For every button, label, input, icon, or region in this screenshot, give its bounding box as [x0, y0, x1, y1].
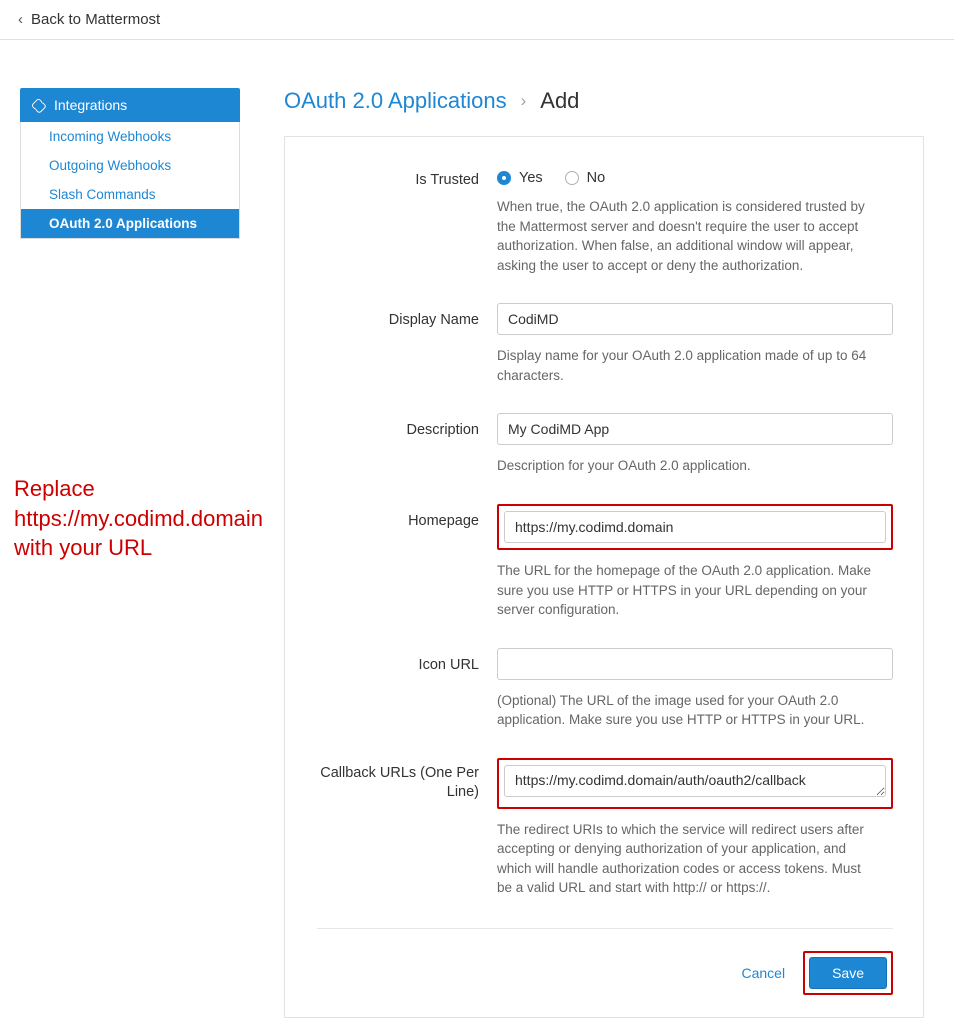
- field-row-description: [285, 413, 893, 500]
- is-trusted-no-label: No: [586, 170, 606, 186]
- oauth-app-form-card: [284, 136, 924, 1018]
- sidebar-item-outgoing-webhooks[interactable]: [21, 151, 239, 180]
- annotation-text: Replace https://my.codimd.domain with your URL: [14, 476, 264, 561]
- save-highlight-box: [803, 951, 893, 995]
- callback-urls-highlight-box: [497, 758, 893, 809]
- description-help-text: Description for your OAuth 2.0 application.: [497, 458, 751, 474]
- description-label: Description: [406, 422, 479, 439]
- homepage-input[interactable]: [504, 511, 886, 543]
- is-trusted-label: Is Trusted: [415, 172, 479, 188]
- save-button[interactable]: Save: [809, 957, 887, 989]
- sidebar-item-incoming-webhooks[interactable]: [21, 122, 239, 151]
- is-trusted-yes-label: Yes: [519, 170, 543, 186]
- is-trusted-radio-group: [497, 163, 893, 186]
- breadcrumb-parent-link[interactable]: OAuth 2.0 Applications: [284, 88, 507, 113]
- sidebar-item-label: Incoming Webhooks: [49, 129, 172, 144]
- back-to-mattermost-link[interactable]: [18, 11, 160, 28]
- link-icon: [29, 96, 47, 114]
- is-trusted-no-radio[interactable]: [565, 170, 606, 186]
- icon-url-label: Icon URL: [418, 656, 479, 673]
- radio-selected-icon: [497, 171, 511, 185]
- field-row-homepage: [285, 504, 893, 644]
- display-name-label: Display Name: [388, 312, 479, 329]
- display-name-help-text: Display name for your OAuth 2.0 application made of up to 64 characters.: [497, 348, 867, 383]
- breadcrumb: [284, 88, 924, 114]
- top-bar: [0, 0, 954, 40]
- callback-urls-label: Callback URLs (One Per Line): [320, 764, 479, 801]
- icon-url-help-text: (Optional) The URL of the image used for your OAuth 2.0 application. Make sure you use HTTP or HTTPS in your URL.: [497, 692, 865, 728]
- page-title: Add: [540, 88, 580, 113]
- sidebar-header: [20, 88, 240, 122]
- is-trusted-help-text: When true, the OAuth 2.0 application is considered trusted by the Mattermost server and doesn't require the user to accept authorization. When false, an additional window will appear, asking the user to accept or deny the authorization.: [497, 199, 865, 273]
- chevron-right-icon: ›: [520, 91, 527, 110]
- sidebar-item-label: Slash Commands: [49, 187, 156, 202]
- sidebar-item-label: OAuth 2.0 Applications: [49, 216, 198, 231]
- description-input[interactable]: [497, 413, 893, 445]
- field-row-display-name: [285, 303, 893, 409]
- sidebar-list: [20, 122, 240, 239]
- sidebar-item-slash-commands[interactable]: [21, 180, 239, 209]
- icon-url-input[interactable]: [497, 648, 893, 680]
- main-content: [240, 88, 954, 1018]
- sidebar-item-label: Outgoing Webhooks: [49, 158, 172, 173]
- is-trusted-yes-radio[interactable]: [497, 170, 543, 186]
- radio-unselected-icon: [565, 171, 579, 185]
- homepage-highlight-box: [497, 504, 893, 550]
- callback-urls-help-text: The redirect URIs to which the service will redirect users after accepting or denying authorization of your application, and which will handle authorization codes or access tokens. Must be a valid URL and start with http:// or https://.: [497, 821, 864, 896]
- callback-urls-textarea[interactable]: [504, 765, 886, 797]
- homepage-help-text: The URL for the homepage of the OAuth 2.0 application. Make sure you use HTTP or HTTPS in your URL depending on your server configuration.: [497, 562, 871, 618]
- field-row-callback-urls: [285, 758, 893, 922]
- back-link-label: Back to Mattermost: [31, 11, 161, 28]
- form-actions: [285, 929, 893, 995]
- sidebar-header-label: Integrations: [54, 97, 128, 113]
- cancel-button[interactable]: Cancel: [731, 959, 795, 987]
- chevron-left-icon: ‹: [18, 11, 23, 28]
- homepage-label: Homepage: [408, 512, 479, 529]
- sidebar-item-oauth-applications[interactable]: [21, 209, 239, 238]
- field-row-is-trusted: [285, 163, 893, 299]
- display-name-input[interactable]: [497, 303, 893, 335]
- field-row-icon-url: [285, 648, 893, 754]
